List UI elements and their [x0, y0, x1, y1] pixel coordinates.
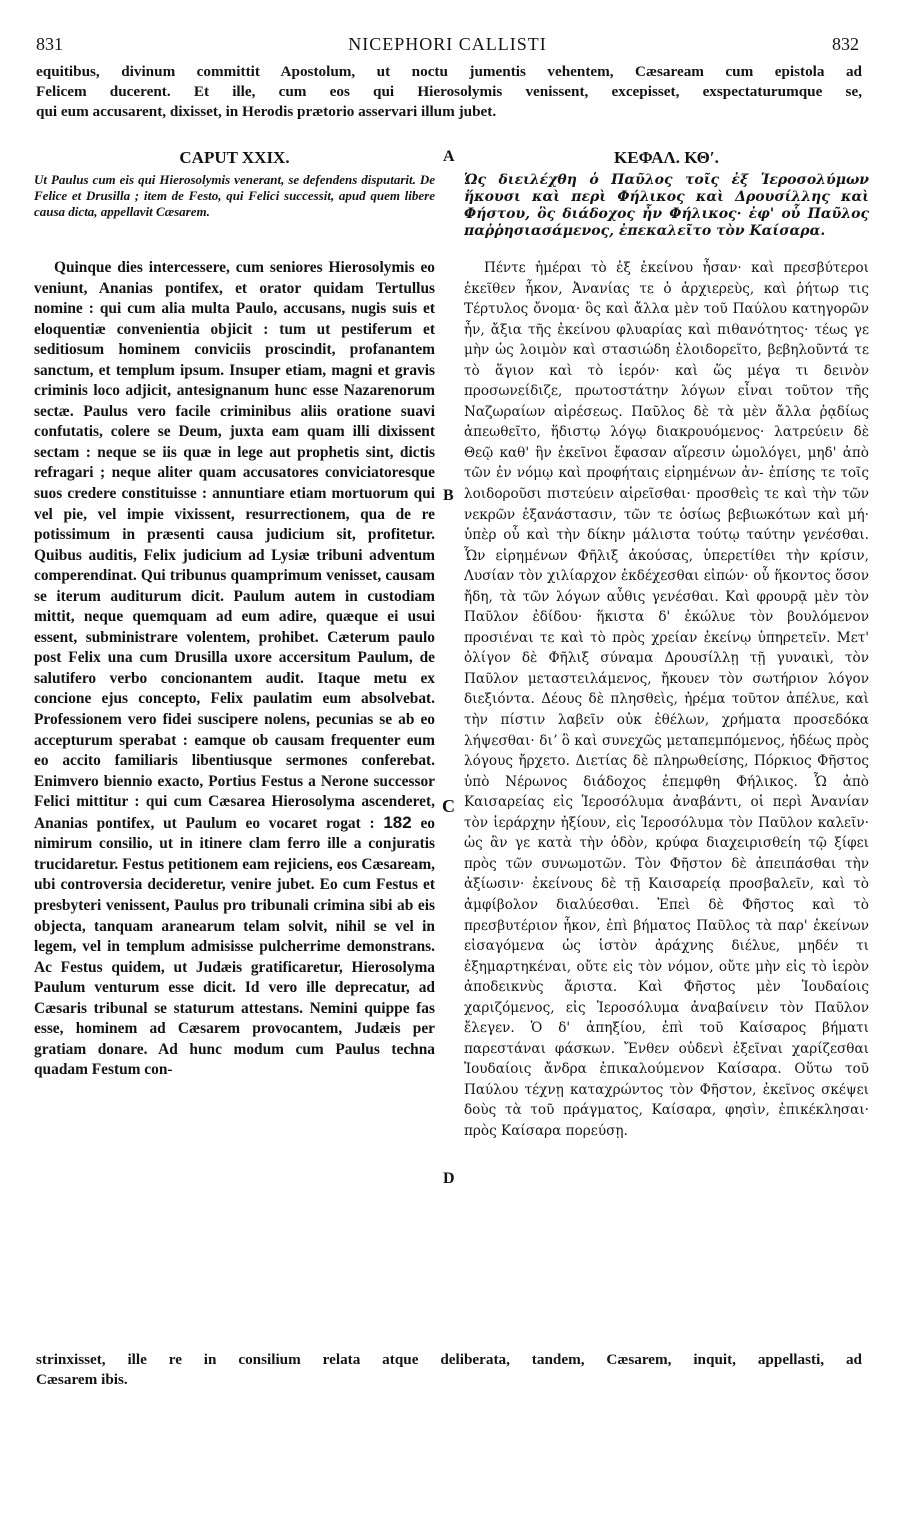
continuation-line-3: qui eum accusarent, dixisset, in Herodis prætorio asservari illum jubet.	[36, 103, 497, 120]
latin-body	[34, 258, 435, 1081]
page-number-right: 832	[832, 34, 859, 54]
closing-line-1: strinxisset, ille re in consilium relata atque deliberata, tandem, Cæsarem, inquit, appellasti, ad	[36, 1351, 862, 1368]
continuation-line-1: equitibus, divinum committit Apostolum, ut noctu jumentis vehentem, Cæsaream cum epistola ad	[36, 63, 862, 80]
greek-body-text: Πέντε ἡμέραι τὸ ἐξ ἐκείνου ἦσαν· καὶ πρεσβύτεροι ἐκεῖθεν ἧκον, Ἀνανίας τε ὁ ἀρχιερεὺς, καὶ ῥήτωρ τις Τέρτυλος ὄνομα· ὃς καὶ ἄλλα μὲν τοῦ Παύλου κατηγορῶν ἦν, ἄξια τῆς ἐκείνου φλυαρίας καὶ πιθανότητος· τέως γε μὴν ὡς λοιμὸν καὶ στασιώδη ἐλοιδορεῖτο, βεβηλοῦντά τε τὸ ἅγιον καὶ τὸ ἱερόν· καὶ ὥς μέγα τι δεινὸν προσωνείδιζε, πρωτοστάτην λόγων εἶναι τοῦτον τῆς Ναζωραίων αἱρέσεως. Παῦλος δὲ τὰ μὲν ἄλλα ῥᾳδίως ἀπεωθεῖτο, ἥδιστῳ λόγῳ διακρουόμενος· λατρεύειν δὲ Θεῷ καθ' ἣν ἐκεῖνοι ἔφασαν αἵρεσιν ὡμολόγει, μηδ' ἀπὸ τῶν ἐν νόμῳ καὶ προφήταις εἰρημένων ἀν- ἐπίσης τε τοῖς λοιδοροῦσι πιστεύειν αἱρεῖσθαι· προσθεὶς τε καὶ τὴν τῶν νεκρῶν ἐξανάστασιν, τῶν τε ὁσίως βεβιωκότων καὶ μή· ὑπὲρ οὗ καὶ τὴν δίκην μάλιστα τούτῳ ταύτην γενέσθαι. Ὧν εἰρημένων Φῆλιξ ἀκούσας, ὑπερετίθει τὴν κρίσιν, Λυσίαν τὸν χιλίαρχον ἐκδέχεσθαι εἰπών· οὗ ἥκοντος ὅσον ἤδη, τὰ τῶν λόγων αὖθις γενέσθαι. Καὶ φρουρᾷ μὲν τὸν Παῦλον ἐδίδου· ἥκιστα δ' ἐκώλυε τὸν βουλόμενον προσιέναι τε καὶ τὸ πρὸς χρείαν ἐκείνῳ ὑπηρετεῖν. Μετ' ὀλίγον δὲ Φῆλιξ σύναμα Δρουσίλλῃ τῇ γυναικὶ, τὸν Παῦλον μεταστειλάμενος, ἤκουεν τὸν σωτήριον λόγον διεξιόντα. Δέους δὲ πλησθεὶς, ἠρέμα τοῦτον ἀπέλυε, καὶ τὴν πίστιν λαβεῖν οὐκ ἐθέλων, χρήματα προσεδόκα λήψεσθαι· διʼ ὃ καὶ συνεχῶς μεταπεμπόμενος, ἡδέως πρὸς λόγους ἤρχετο. Διετίας δὲ πληρωθείσης, Πόρκιος Φῆστος ὑπὸ Νέρωνος διάδοχος ἐπεμφθη Φήλικος. Ὧ ἀπὸ Καισαρείας εἰς Ἱεροσόλυμα ἀναβάντι, οἱ περὶ Ἀνανίαν τὸν ἱεράρχην ἠξίουν, εἰς Ἱεροσόλυμα τὸν Παῦλον καλεῖν· ὡς ἂν γε κατὰ τὴν ὁδὸν, κρύφα διαχειρισθείη τῷ ξίφει πρὸς τῶν συνωμοτῶν. Τὸν Φῆστον δὲ ἀπειπάσθαι τὴν ἀξίωσιν· ἐκείνους δὲ τῇ Καισαρείᾳ προσβαλεῖν, καὶ τὸ ἀμφίβολον διαλύεσθαι. Ἐπεὶ δὲ Φῆστος καὶ τὸ πρεσβυτέριον ἧκον, ἐπὶ βήματος Παῦλος τὰ παρ' ἐκείνων εἰσαγόμενα ὡς ἱστὸν ἀράχνης διέλυε, μηδέν τι ἐξημαρτηκέναι, οὔτε εἰς τὸν νόμον, οὔτε μὴν εἰς τὸ ἱερὸν ἀποδεικνὺς ἄριστα. Καὶ Φῆστος μὲν Ἰουδαίοις χαριζόμενος, εἰς Ἱεροσόλυμα ἀναβαίνειν τὸν Παῦλον ἔλεγεν. Ὁ δ' ἀπηξίου, ἐπὶ τοῦ Καίσαρος βήματι παρεστάναι φάσκων. Ἔνθεν οὐδενὶ ἐξεῖναι χαρίζεσθαι Ἰουδαίοις ἄνδρα ἐπικαλούμενον Καίσαρα. Οὕτω τοῦ Παύλου τέχνῃ καταχρώντος τὸν Φῆστον, ἐκεῖνος σκέψει δοὺς τὰ τοῦ πράγματος, Καίσαρα, φησὶν, ἐπικέκλησαι· πρὸς Καίσαρα πορεύσῃ.	[464, 260, 869, 1139]
latin-body-text-1: Quinque dies intercessere, cum seniores Hierosolymis eo veniunt, Ananias pontifex, et orator quidam Tertullus nomine : qui cum alia multa Paulo, accusans, nugis suis et eloquentiæ convenientia objicit : tum ut pestiferum et seditiosum hominem conviciis proscindit, profanantem sanctum, et templum ipsum. Insuper etiam, magni et gravis criminis loco adjicit, antesignanum hunc esse Nazarenorum sectæ. Paulus vero facile criminibus aliis oratione suavi confutatis, colere se Deum, juxta eam quam illi dixissent sectam : neque se iis quæ in lege aut prophetis sint, dictis refragari ; neque aliter quam accusatores conviciatoresque suos credere constituisse : annuntiare etiam mortuorum qui vel pie, vel impie vixissent, resurrectionem, qua de re potissimum in præsenti causa judicium sit, profitetur. Quibus auditis, Felix judicium ad Lysiæ tribuni adventum comperendinat. Qui tribunus quamprimum venisset, causam se iterum auditurum dicit. Paulum autem in custodiam mittit, neque quemquam ad eum adire, quæque ei usui essent, subministrare volentem, prohibet. Cæterum paulo post Felix una cum Drusilla uxore accersitum Paulum, de salutifero verbo concionantem audit. Itaque metu ex concione ejus concepto, Felix paulatim eum absolvebat. Professionem vero fidei suscipere nolens, pecunias se ab eo accepturum sperabat : eamque ob causam frequenter eum eo accito familiaris libentiusque sermones conferebat. Enimvero biennio exacto, Portius Festus a Nerone successor Felici mittitur : qui cum Cæsarea Hierosolyma ascenderet, Ananias pontifex, ut Paulum eo vocaret rogat :	[34, 259, 435, 832]
margin-letter-d: D	[443, 1170, 455, 1187]
latin-column	[34, 146, 435, 1346]
latin-body-text-2: eo nimirum consilio, ut in itinere clam ferro ille a conjuratis trucidaretur. Festus petitionem eam rejiciens, eos Cæsaream, ubi controversia decideretur, venire jubet. Eo cum Festus et presbyteri venissent, Paulus pro tribunali crimina sibi ab eis objecta, tanquam aranearum telam solvit, nihil se vel in legem, vel in templum admisisse pulcherrime demonstrans. Ac Festus quidem, ut Judæis gratificaretur, Hierosolyma Paulum venturum esse dicit. Id vero ille deprecatur, ad Cæsaris tribunal se staturum attestans. Nemini quippe fas esse, hominem ad Cæsarem provocantem, Judæis per gratiam donare. Ad hunc modum cum Paulus techna quadam Festum con-	[34, 814, 435, 1079]
margin-letter-c: C	[442, 796, 455, 816]
latin-chapter-title: CAPUT XXIX.	[179, 148, 290, 167]
closing-line-2: Cæsarem ibis.	[36, 1371, 128, 1388]
running-header	[36, 34, 859, 60]
page-number-left: 831	[36, 34, 63, 54]
greek-body	[464, 258, 869, 1142]
latin-chapter-summary: Ut Paulus cum eis qui Hierosolymis venerant, se defendens disputarit. De Felice et Drusilla ; item de Festo, qui Felici successit, apud quem libere causa dicta, appellavit Cæsarem.	[34, 172, 435, 219]
continuation-line-2: Felicem ducerent. Et ille, cum eos qui Hierosolymis venissent, excepisset, exspectaturumque se,	[36, 83, 862, 100]
greek-chapter-title: ΚΕΦΑΛ. ΚΘʹ.	[614, 148, 719, 167]
margin-letter-b: B	[443, 487, 454, 504]
marginal-section-number: 182	[383, 812, 412, 832]
running-title: NICEPHORI CALLISTI	[348, 34, 547, 54]
margin-letter-a: A	[443, 148, 455, 165]
greek-chapter-summary: Ὡς διειλέχθη ὁ Παῦλος τοῖς ἐξ Ἱεροσολύμων ἥκουσι καὶ περὶ Φήλικος καὶ Δρουσίλλης καὶ Φήστου, ὃς διάδοχος ἦν Φήλικος· ἐφ' οὗ Παῦλος παῤῥησιασάμενος, ἐπεκαλεῖτο τὸν Καίσαρα.	[464, 172, 869, 239]
greek-column	[464, 146, 869, 1326]
